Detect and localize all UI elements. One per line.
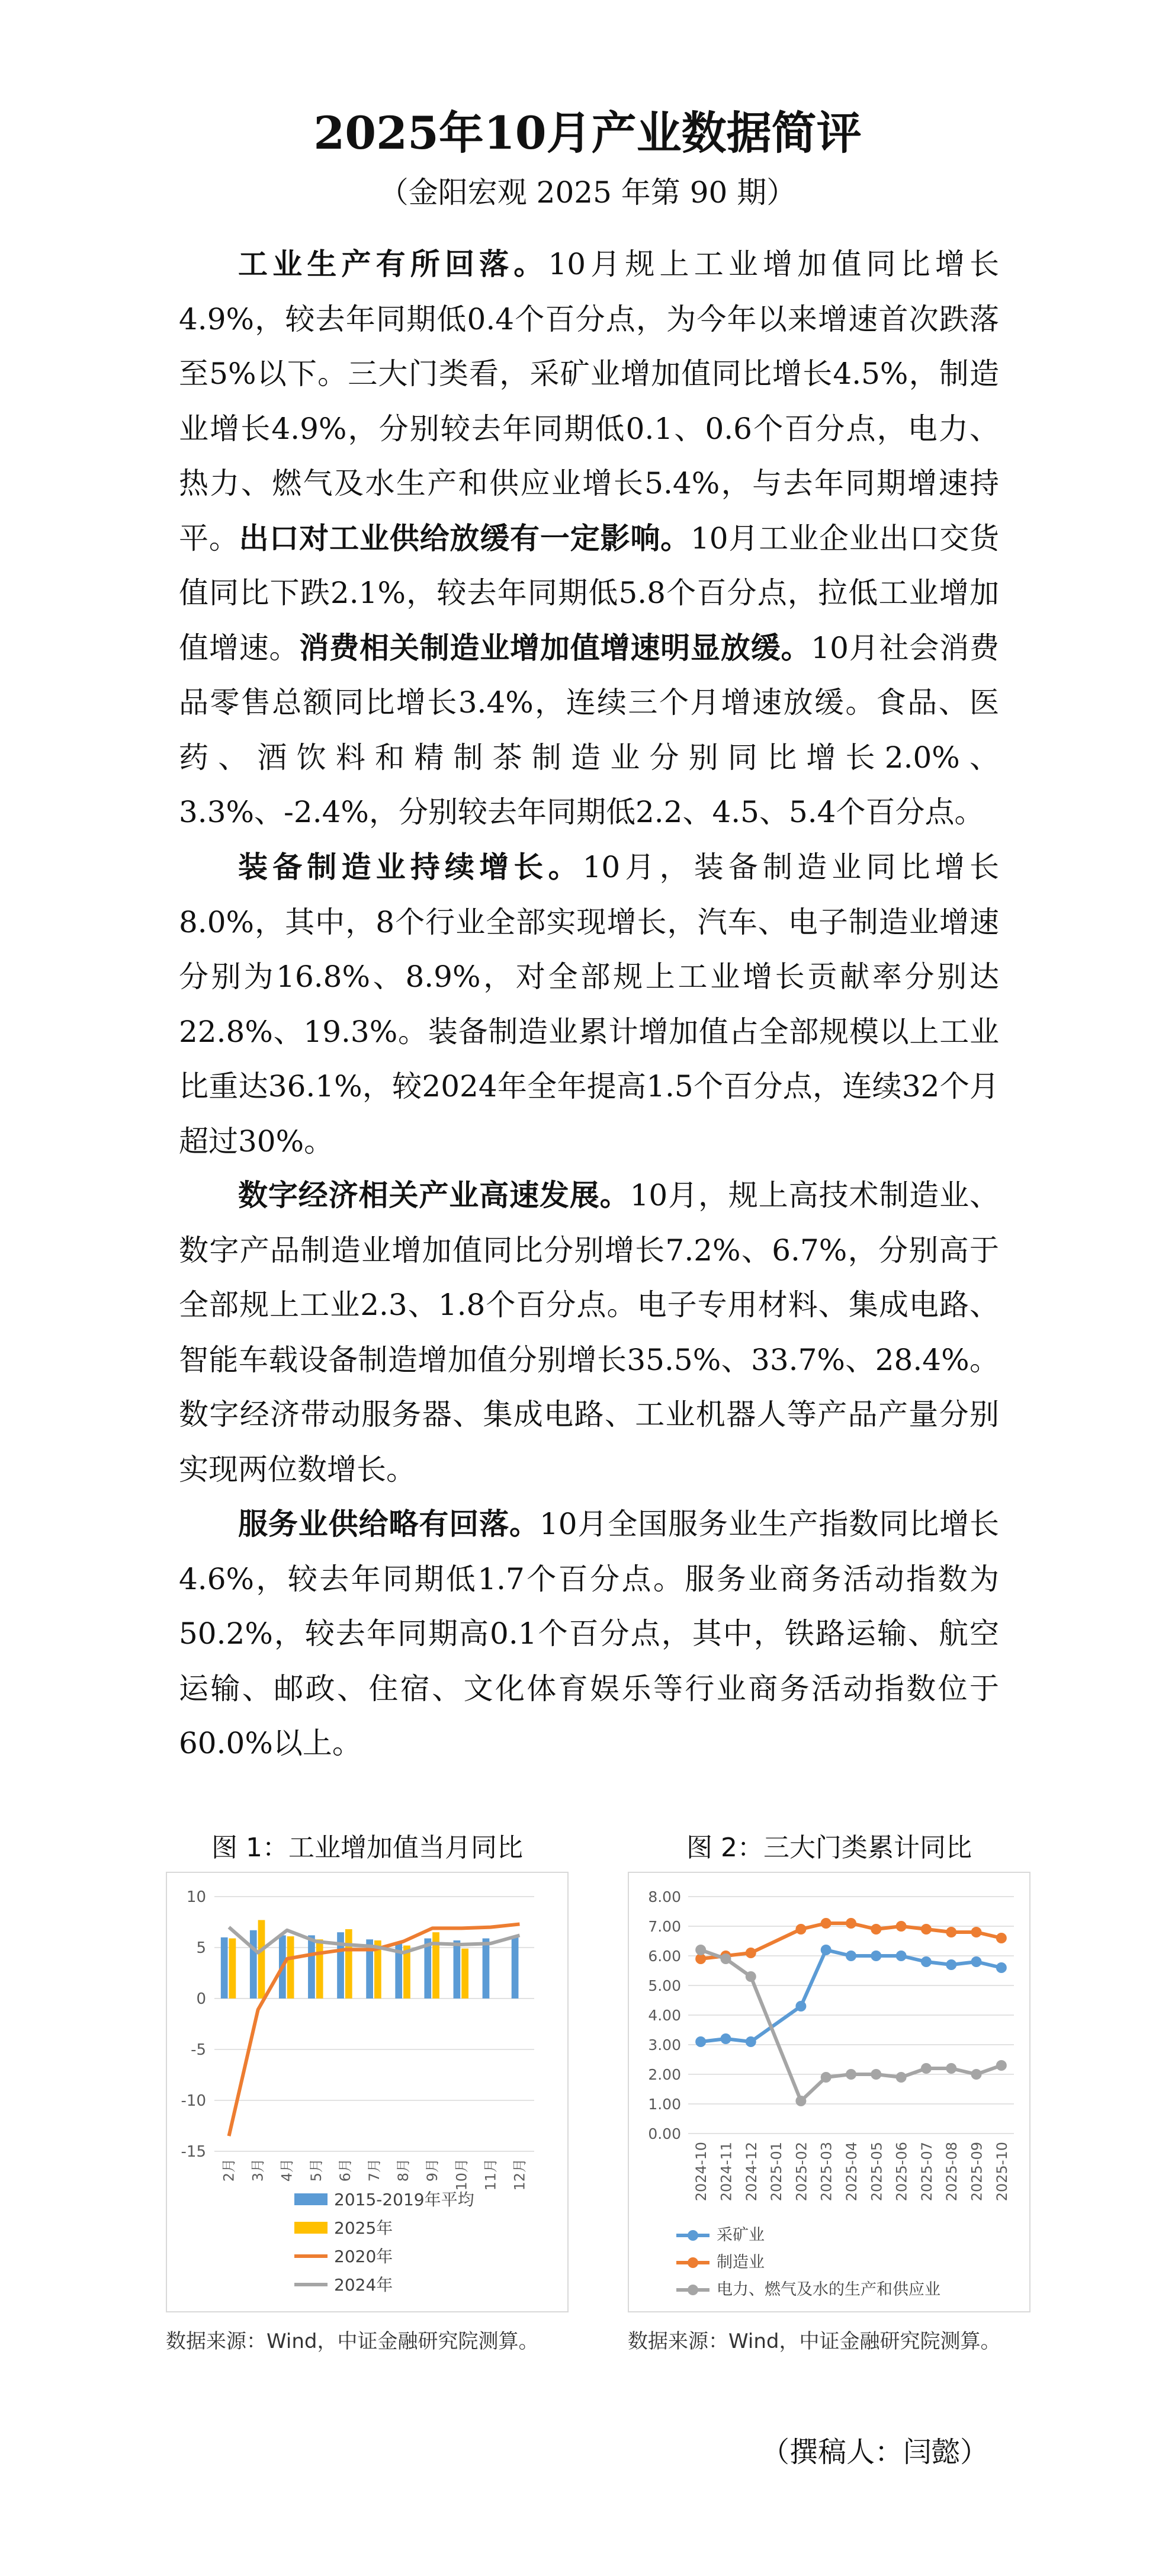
chart-2-point (921, 1956, 932, 1967)
chart-1-bar (229, 1939, 236, 1998)
chart-1-bar (345, 1929, 352, 1998)
chart-1-legend-label: 2025年 (334, 2218, 393, 2238)
chart-1-bar (461, 1949, 468, 1998)
chart-1-xtick-label: 6月 (336, 2158, 354, 2182)
chart-1-xtick-label: 2月 (220, 2158, 237, 2182)
paragraph-3-text: 10月，规上高技术制造业、数字产品制造业增加值同比分别增长7.2%、6.7%，分别高于全部规上工业2.3、1.8个百分点。电子专用材料、集成电路、智能车载设备制造增加值分别增长35.5%、33.7%、28.4%。数字经济带动服务器、集成电路、工业机器人等产品产量分别实现两位数增长。 (179, 1178, 999, 1487)
paragraph-2-text: 10月，装备制造业同比增长8.0%，其中，8个行业全部实现增长，汽车、电子制造业增速分别为16.8%、8.9%，对全部规上工业增长贡献率分别达22.8%、19.3%。装备制造业累计增加值占全部规模以上工业比重达36.1%，较2024年全年提高1.5个百分点，连续32个月超过30%。 (179, 850, 999, 1159)
chart-2-xtick-label: 2025-03 (818, 2142, 835, 2202)
chart-2-ytick-label: 3.00 (648, 2036, 681, 2054)
chart-2-legend-label: 电力、燃气及水的生产和供应业 (717, 2280, 940, 2299)
chart-1-bar (454, 1940, 461, 1998)
chart-2-point (971, 1927, 982, 1937)
chart-1-bar (316, 1939, 323, 1998)
chart-1-ytick-label: 0 (196, 1990, 206, 2008)
chart-2-point (921, 1924, 932, 1935)
chart-2-point (971, 1956, 982, 1967)
chart-2-point (746, 1948, 756, 1958)
chart-2-point (946, 1959, 956, 1970)
chart-1-xtick-label: 3月 (249, 2158, 267, 2182)
paragraph-1-lead-1: 工业生产有所回落。 (238, 246, 548, 281)
chart-2-point (821, 1945, 832, 1955)
chart-1-legend-swatch (294, 2193, 328, 2205)
chart-2-point (896, 1921, 907, 1932)
chart-1-source: 数据来源：Wind，中证金融研究院测算。 (166, 2330, 539, 2353)
chart-1-legend-label: 2024年 (334, 2275, 393, 2295)
chart-1-bar (483, 1939, 490, 1998)
chart-1-bar (308, 1935, 315, 1998)
chart-2-xtick-label: 2025-07 (918, 2142, 935, 2202)
chart-2-ytick-label: 7.00 (648, 1918, 681, 1935)
chart-1-xtick-label: 9月 (424, 2158, 441, 2182)
chart-2-point (996, 1962, 1007, 1973)
chart-2-xtick-label: 2025-08 (943, 2142, 961, 2202)
chart-2-xtick-label: 2025-04 (843, 2142, 860, 2202)
chart-2-xtick-label: 2025-02 (793, 2142, 810, 2202)
chart-2-point (846, 1918, 856, 1929)
chart-2-point (720, 1953, 731, 1964)
chart-2-ytick-label: 5.00 (648, 1977, 681, 1994)
chart-2-point (971, 2069, 982, 2080)
chart-2-point (746, 1971, 756, 1982)
chart-2-point (871, 1951, 881, 1961)
chart-1-bar (287, 1936, 294, 1998)
chart-1-xtick-label: 5月 (307, 2158, 325, 2182)
chart-2-point (996, 2060, 1007, 2071)
chart-2-point (695, 2036, 706, 2047)
paragraph-1-lead-2: 出口对工业供给放缓有一定影响。 (239, 520, 691, 556)
chart-2-legend-label: 制造业 (717, 2253, 765, 2272)
chart-2-frame (628, 1872, 1030, 2312)
author-credit: （撰稿人：闫懿） (761, 2436, 989, 2469)
chart-2-xtick-label: 2025-01 (768, 2142, 785, 2202)
chart-2-xtick-label: 2025-10 (993, 2142, 1010, 2202)
chart-1-bar (221, 1937, 228, 1998)
chart-1-legend-label: 2020年 (334, 2247, 393, 2266)
chart-2-point (746, 2036, 756, 2047)
paragraph-2-lead: 装备制造业持续增长。 (238, 849, 583, 884)
chart-2-point (795, 2096, 806, 2106)
chart-2-point (996, 1933, 1007, 1943)
chart-1-title: 图 1：工业增加值当月同比 (211, 1833, 523, 1863)
chart-1-legend-swatch (294, 2222, 328, 2234)
chart-1-xtick-label: 8月 (395, 2158, 412, 2182)
chart-1-xtick-label: 12月 (511, 2158, 528, 2191)
chart-1-legend-label: 2015-2019年平均 (334, 2190, 474, 2209)
chart-2-ytick-label: 1.00 (648, 2096, 681, 2113)
chart-2-xtick-label: 2025-06 (893, 2142, 910, 2202)
chart-1-ytick-label: -10 (181, 2092, 206, 2110)
chart-1-frame (166, 1872, 569, 2312)
chart-2-ytick-label: 0.00 (648, 2125, 681, 2142)
chart-2-ytick-label: 8.00 (648, 1888, 681, 1905)
chart-2-ytick-label: 6.00 (648, 1948, 681, 1965)
paragraph-4-lead: 服务业供给略有回落。 (238, 1506, 540, 1541)
chart-1-xtick-label: 7月 (366, 2158, 383, 2182)
chart-2-point (896, 1951, 907, 1961)
paragraph-1-text-3: 10月社会消费品零售总额同比增长3.4%，连续三个月增速放缓。食品、医药、酒饮料和精制茶制造业分别同比增长2.0%、3.3%、-2.4%，分别较去年同期低2.2、4.5、5.4个百分点。 (179, 630, 1000, 829)
chart-2-point (695, 1945, 706, 1955)
chart-1-xtick-label: 11月 (482, 2158, 499, 2191)
chart-1-svg (167, 1873, 567, 2311)
paragraph-4-text: 10月全国服务业生产指数同比增长4.6%，较去年同期低1.7个百分点。服务业商务活动指数为50.2%，较去年同期高0.1个百分点，其中，铁路运输、航空运输、邮政、住宿、文化体育娱乐等行业商务活动指数位于60.0%以上。 (179, 1507, 999, 1760)
chart-2-point (821, 2072, 832, 2083)
chart-1-bar (250, 1930, 257, 1998)
chart-2-svg (629, 1873, 1029, 2311)
chart-2-xtick-label: 2024-11 (718, 2142, 735, 2202)
chart-2 (628, 1830, 1030, 2357)
chart-2-point (795, 1924, 806, 1935)
chart-2-point (946, 1927, 956, 1937)
chart-1-bar (512, 1936, 519, 1998)
chart-2-legend-marker (688, 2285, 698, 2295)
chart-2-point (896, 2072, 907, 2083)
chart-1-bar (258, 1920, 265, 1998)
paragraph-3-lead: 数字经济相关产业高速发展。 (238, 1178, 630, 1212)
chart-1-xtick-label: 10月 (453, 2158, 470, 2191)
body-section-3 (179, 1168, 999, 1497)
chart-1-ytick-label: 5 (196, 1939, 206, 1957)
chart-2-xtick-label: 2024-12 (743, 2142, 760, 2202)
chart-2-point (846, 2069, 856, 2080)
chart-2-point (821, 1918, 832, 1929)
chart-2-point (720, 2033, 731, 2044)
chart-1 (166, 1830, 569, 2357)
body-section-4 (179, 1497, 999, 1771)
chart-2-legend-label: 采矿业 (717, 2226, 765, 2244)
chart-2-xtick-label: 2024-10 (693, 2142, 710, 2202)
paragraph-1-lead-3: 消费相关制造业增加值增速明显放缓。 (299, 630, 811, 665)
chart-2-ytick-label: 4.00 (648, 2007, 681, 2024)
page-title: 2025年10月产业数据简评 (313, 107, 862, 159)
chart-2-legend-marker (688, 2230, 698, 2241)
chart-2-point (921, 2063, 932, 2074)
chart-2-source: 数据来源：Wind，中证金融研究院测算。 (628, 2330, 1001, 2353)
page-subtitle: （金阳宏观 2025 年第 90 期） (378, 175, 797, 210)
chart-1-ytick-label: -5 (191, 2041, 206, 2059)
paragraph-2 (179, 840, 999, 1169)
chart-2-ytick-label: 2.00 (648, 2066, 681, 2083)
chart-2-legend-marker (688, 2257, 698, 2268)
body-section-1 (179, 237, 999, 840)
chart-2-title: 图 2：三大门类累计同比 (686, 1833, 972, 1863)
chart-2-point (871, 2069, 881, 2080)
paragraph-3 (179, 1168, 999, 1497)
chart-2-xtick-label: 2025-05 (868, 2142, 885, 2202)
paragraph-1-text-1: 10月规上工业增加值同比增长4.9%，较去年同期低0.4个百分点，为今年以来增速首次跌落至5%以下。三大门类看，采矿业增加值同比增长4.5%，制造业增长4.9%，分别较去年同期低0.1、0.6个百分点，电力、热力、燃气及水生产和供应业增长5.4%，与去年同期增速持平。 (179, 247, 1000, 556)
paragraph-1 (179, 237, 999, 840)
chart-2-point (846, 1951, 856, 1961)
chart-2-point (946, 2063, 956, 2074)
chart-2-xtick-label: 2025-09 (968, 2142, 985, 2202)
chart-2-point (871, 1924, 881, 1935)
body-section-2 (179, 840, 999, 1169)
paragraph-4 (179, 1497, 999, 1771)
chart-2-point (795, 2001, 806, 2012)
chart-1-ytick-label: 10 (186, 1888, 206, 1906)
paragraph-1-text-2: 10月工业企业出口交货值同比下跌2.1%，较去年同期低5.8个百分点，拉低工业增加值增速。 (179, 521, 1000, 665)
chart-1-xtick-label: 4月 (278, 2158, 296, 2182)
chart-1-ytick-label: -15 (181, 2143, 206, 2161)
